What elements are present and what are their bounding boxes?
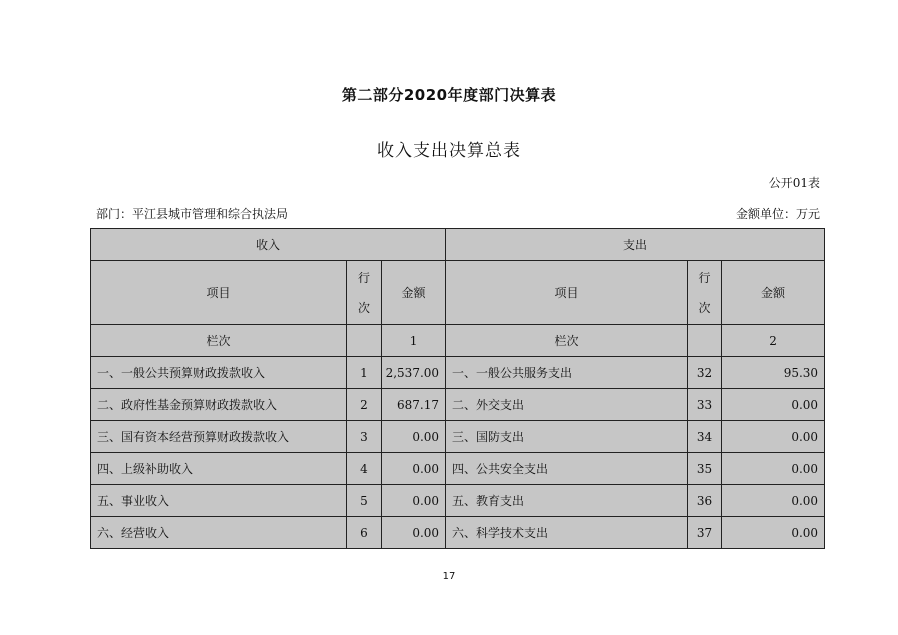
form-number: 公开01表 (768, 176, 820, 190)
department-label: 部门：平江县城市管理和综合执法局 (96, 207, 289, 221)
income-item: 四、上级补助收入 (91, 453, 347, 485)
expense-amount: 0.00 (722, 389, 825, 421)
expense-column-number: 2 (722, 325, 825, 357)
line-header-top: 行 (698, 270, 711, 285)
income-expense-table (90, 228, 825, 549)
income-amount: 0.00 (382, 421, 446, 453)
income-amount: 0.00 (382, 453, 446, 485)
table-row (91, 357, 825, 389)
income-amount-header: 金额 (382, 261, 446, 325)
income-item-header: 项目 (91, 261, 347, 325)
income-amount: 0.00 (382, 485, 446, 517)
expense-line: 34 (688, 421, 722, 453)
expense-item: 四、公共安全支出 (446, 453, 688, 485)
expense-amount: 0.00 (722, 485, 825, 517)
table-row (91, 453, 825, 485)
expense-item: 六、科学技术支出 (446, 517, 688, 549)
income-section-header: 收入 (91, 229, 446, 261)
table-row (91, 517, 825, 549)
income-amount: 687.17 (382, 389, 446, 421)
page-number: 17 (442, 571, 456, 582)
expense-line: 35 (688, 453, 722, 485)
expense-amount: 95.30 (722, 357, 825, 389)
table-row (91, 389, 825, 421)
expense-line: 37 (688, 517, 722, 549)
expense-amount: 0.00 (722, 421, 825, 453)
expense-item: 一、一般公共服务支出 (446, 357, 688, 389)
income-item: 六、经营收入 (91, 517, 347, 549)
empty-cell (688, 325, 722, 357)
expense-item-header: 项目 (446, 261, 688, 325)
income-line: 5 (347, 485, 382, 517)
income-item: 二、政府性基金预算财政拨款收入 (91, 389, 347, 421)
expense-amount: 0.00 (722, 453, 825, 485)
expense-line: 33 (688, 389, 722, 421)
expense-item: 五、教育支出 (446, 485, 688, 517)
income-line: 1 (347, 357, 382, 389)
expense-line: 36 (688, 485, 722, 517)
income-amount: 0.00 (382, 517, 446, 549)
empty-cell (347, 325, 382, 357)
income-column-number: 1 (382, 325, 446, 357)
table-subtitle: 收入支出决算总表 (377, 141, 521, 161)
income-item: 三、国有资本经营预算财政拨款收入 (91, 421, 347, 453)
amount-unit-label: 金额单位：万元 (735, 207, 820, 221)
line-header-top: 行 (357, 270, 370, 285)
expense-line: 32 (688, 357, 722, 389)
expense-amount: 0.00 (722, 517, 825, 549)
income-line-header (347, 261, 382, 325)
income-item: 五、事业收入 (91, 485, 347, 517)
line-header-bottom: 次 (357, 300, 370, 315)
income-line: 3 (347, 421, 382, 453)
expense-amount-header: 金额 (722, 261, 825, 325)
document-title: 第二部分2020年度部门决算表 (341, 86, 557, 104)
income-amount: 2,537.00 (382, 357, 446, 389)
table-row (91, 421, 825, 453)
income-line: 6 (347, 517, 382, 549)
expense-item: 二、外交支出 (446, 389, 688, 421)
expense-line-header (688, 261, 722, 325)
income-line: 4 (347, 453, 382, 485)
expense-column-label: 栏次 (446, 325, 688, 357)
expense-section-header: 支出 (446, 229, 825, 261)
income-line: 2 (347, 389, 382, 421)
income-column-label: 栏次 (91, 325, 347, 357)
line-header-bottom: 次 (698, 300, 711, 315)
expense-item: 三、国防支出 (446, 421, 688, 453)
table-row (91, 485, 825, 517)
income-item: 一、一般公共预算财政拨款收入 (91, 357, 347, 389)
